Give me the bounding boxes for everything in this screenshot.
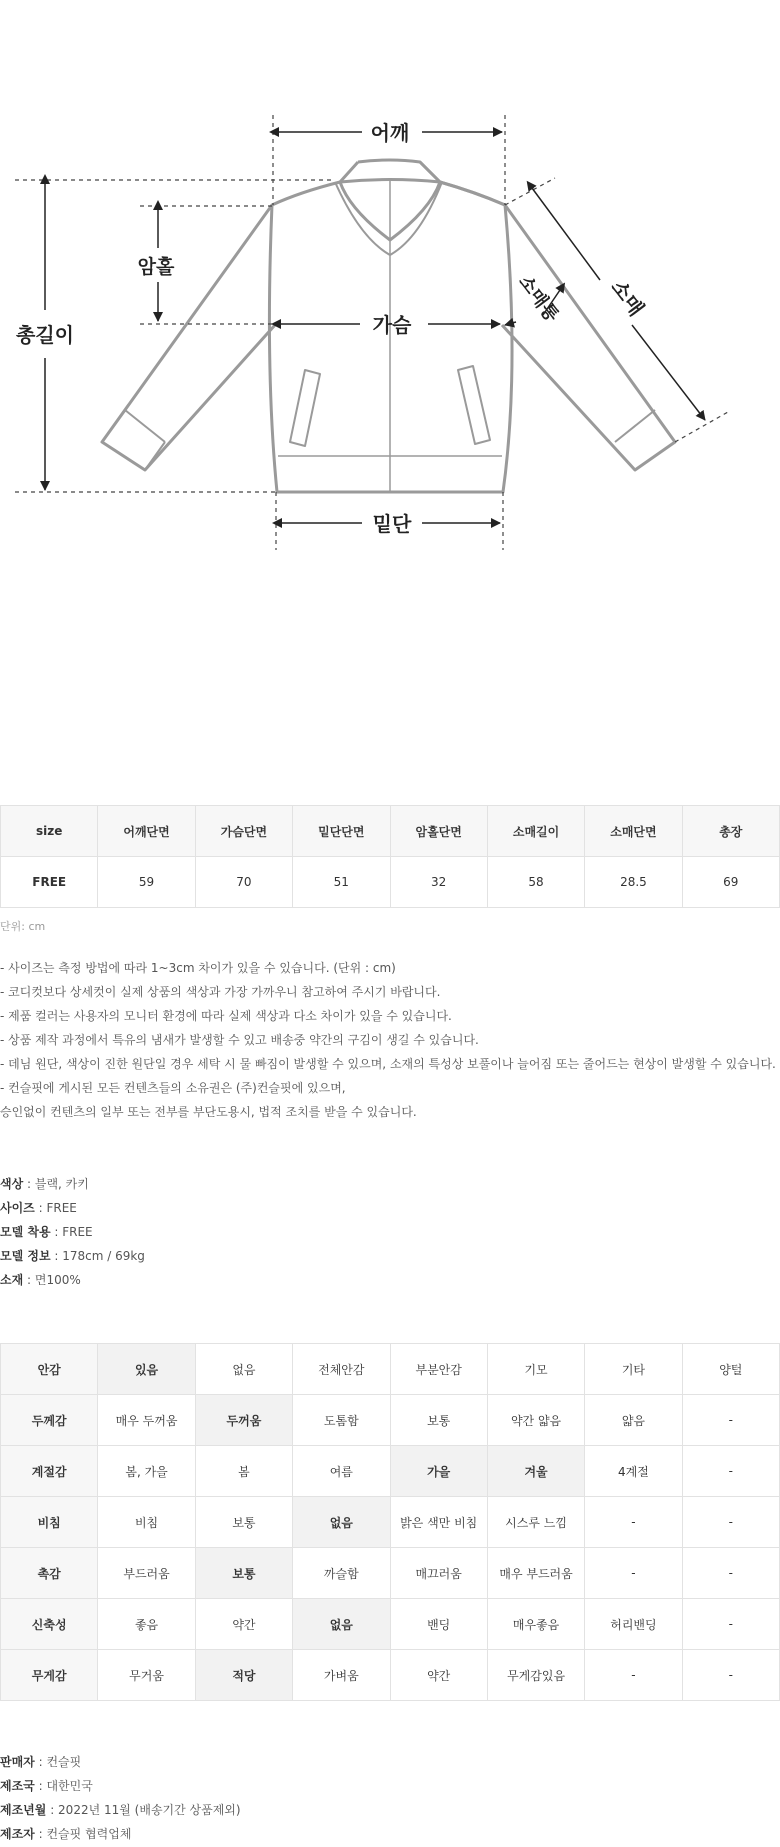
size-cell: 59 bbox=[98, 857, 195, 908]
seller-info-item-label: 제조자 bbox=[0, 1827, 35, 1841]
notice-line: 승인없이 컨텐츠의 일부 또는 전부를 부단도용시, 법적 조치를 받을 수 있습니다. bbox=[0, 1105, 417, 1119]
feature-option: - bbox=[682, 1650, 779, 1701]
size-header-cell: 가슴단면 bbox=[195, 806, 292, 857]
notice-line: - 사이즈는 측정 방법에 따라 1~3cm 차이가 있을 수 있습니다. (단위 : cm) bbox=[0, 961, 396, 975]
notice-line: - 상품 제작 과정에서 특유의 냄새가 발생할 수 있고 배송중 약간의 구김이 생길 수 있습니다. bbox=[0, 1033, 479, 1047]
notice-line: - 컨슬핏에 게시된 모든 컨텐츠들의 소유권은 (주)컨슬핏에 있으며, bbox=[0, 1081, 346, 1095]
feature-option: 좋음 bbox=[98, 1599, 195, 1650]
product-info-item bbox=[0, 1268, 145, 1292]
feature-option: 보통 bbox=[390, 1395, 487, 1446]
size-cell: 28.5 bbox=[585, 857, 682, 908]
feature-name: 비침 bbox=[1, 1497, 98, 1548]
feature-option: 매우좋음 bbox=[487, 1599, 584, 1650]
feature-option: - bbox=[682, 1548, 779, 1599]
feature-name: 안감 bbox=[1, 1344, 98, 1395]
feature-name: 두께감 bbox=[1, 1395, 98, 1446]
size-header-cell: 소매길이 bbox=[487, 806, 584, 857]
feature-option: - bbox=[682, 1395, 779, 1446]
feature-row bbox=[1, 1650, 780, 1701]
label-hem: 밑단 bbox=[372, 512, 412, 536]
feature-option: 두꺼움 bbox=[195, 1395, 292, 1446]
seller-info-item bbox=[0, 1774, 241, 1798]
feature-option: 부드러움 bbox=[98, 1548, 195, 1599]
size-cell: 58 bbox=[487, 857, 584, 908]
seller-info-item-value: : 2022년 11월 (배송기간 상품제외) bbox=[46, 1803, 241, 1817]
feature-option: 없음 bbox=[293, 1497, 390, 1548]
feature-option: 허리밴딩 bbox=[585, 1599, 682, 1650]
feature-row bbox=[1, 1344, 780, 1395]
feature-option: 무거움 bbox=[98, 1650, 195, 1701]
feature-option: 봄 bbox=[195, 1446, 292, 1497]
size-cell: 32 bbox=[390, 857, 487, 908]
product-info-item bbox=[0, 1172, 145, 1196]
feature-option: - bbox=[585, 1548, 682, 1599]
product-info-item-label: 모델 착용 bbox=[0, 1225, 51, 1239]
feature-row bbox=[1, 1446, 780, 1497]
size-cell: 69 bbox=[682, 857, 779, 908]
feature-option: - bbox=[682, 1497, 779, 1548]
feature-row bbox=[1, 1497, 780, 1548]
product-info-item-label: 소재 bbox=[0, 1273, 24, 1287]
seller-info-item-label: 제조국 bbox=[0, 1779, 35, 1793]
feature-option: 얇음 bbox=[585, 1395, 682, 1446]
feature-table bbox=[0, 1343, 780, 1701]
seller-info-item-value: : 컨슬핏 bbox=[34, 1755, 82, 1769]
feature-option: 보통 bbox=[195, 1497, 292, 1548]
size-header-cell: 암홀단면 bbox=[390, 806, 487, 857]
seller-info-item-label: 판매자 bbox=[0, 1755, 35, 1769]
feature-option: 기타 bbox=[585, 1344, 682, 1395]
size-table bbox=[0, 805, 780, 908]
feature-name: 촉감 bbox=[1, 1548, 98, 1599]
product-info-item-label: 모델 정보 bbox=[0, 1249, 51, 1263]
feature-option: 보통 bbox=[195, 1548, 292, 1599]
feature-row bbox=[1, 1395, 780, 1446]
feature-option: 적당 bbox=[195, 1650, 292, 1701]
feature-option: 비침 bbox=[98, 1497, 195, 1548]
seller-info-item-value: : 컨슬핏 협력업체 bbox=[34, 1827, 132, 1841]
size-table-row bbox=[1, 857, 780, 908]
feature-option: - bbox=[682, 1446, 779, 1497]
feature-option: 까슬함 bbox=[293, 1548, 390, 1599]
feature-option: 없음 bbox=[195, 1344, 292, 1395]
seller-info-item bbox=[0, 1750, 241, 1774]
label-shoulder: 어깨 bbox=[370, 121, 410, 145]
size-header-cell: 밑단단면 bbox=[293, 806, 390, 857]
size-header-cell: size bbox=[1, 806, 98, 857]
feature-option: 겨울 bbox=[487, 1446, 584, 1497]
notice-line: - 데님 원단, 색상이 진한 원단일 경우 세탁 시 물 빠짐이 발생할 수 있으며, 소재의 특성상 보풀이나 늘어짐 또는 줄어드는 현상이 발생할 수 있습니다. bbox=[0, 1057, 776, 1071]
product-info-item-value: : FREE bbox=[50, 1225, 93, 1239]
feature-option: 매끄러움 bbox=[390, 1548, 487, 1599]
feature-option: 매우 부드러움 bbox=[487, 1548, 584, 1599]
seller-info-item bbox=[0, 1798, 241, 1822]
size-header-cell: 어깨단면 bbox=[98, 806, 195, 857]
feature-row bbox=[1, 1548, 780, 1599]
feature-option: 봄, 가을 bbox=[98, 1446, 195, 1497]
feature-option: 밝은 색만 비침 bbox=[390, 1497, 487, 1548]
feature-option: - bbox=[682, 1599, 779, 1650]
feature-option: - bbox=[585, 1497, 682, 1548]
feature-option: 가을 bbox=[390, 1446, 487, 1497]
feature-option: 부분안감 bbox=[390, 1344, 487, 1395]
product-info-item bbox=[0, 1244, 145, 1268]
feature-option: 있음 bbox=[98, 1344, 195, 1395]
feature-option: 약간 bbox=[195, 1599, 292, 1650]
size-cell: FREE bbox=[1, 857, 98, 908]
notice-line: - 제품 컬러는 사용자의 모니터 환경에 따라 실제 색상과 다소 차이가 있을 수 있습니다. bbox=[0, 1009, 452, 1023]
feature-option: 전체안감 bbox=[293, 1344, 390, 1395]
label-chest: 가슴 bbox=[372, 313, 412, 337]
size-diagram bbox=[0, 110, 780, 650]
size-header-cell: 총장 bbox=[682, 806, 779, 857]
feature-option: 무게감있음 bbox=[487, 1650, 584, 1701]
feature-option: 매우 두꺼움 bbox=[98, 1395, 195, 1446]
feature-name: 무게감 bbox=[1, 1650, 98, 1701]
feature-option: 약간 bbox=[390, 1650, 487, 1701]
product-info-item-label: 색상 bbox=[0, 1177, 24, 1191]
label-sleeve-width: 소매통 bbox=[514, 271, 563, 326]
feature-name: 계절감 bbox=[1, 1446, 98, 1497]
seller-info-item-label: 제조년월 bbox=[0, 1803, 47, 1817]
feature-option: 없음 bbox=[293, 1599, 390, 1650]
feature-option: 여름 bbox=[293, 1446, 390, 1497]
notice-list bbox=[0, 956, 776, 1124]
product-info-item-label: 사이즈 bbox=[0, 1201, 35, 1215]
size-table-header bbox=[1, 806, 780, 857]
feature-row bbox=[1, 1599, 780, 1650]
feature-option: 양털 bbox=[682, 1344, 779, 1395]
seller-info-item-value: : 대한민국 bbox=[34, 1779, 93, 1793]
product-info-item-value: : 178cm / 69kg bbox=[50, 1249, 145, 1263]
feature-option: 시스루 느낌 bbox=[487, 1497, 584, 1548]
feature-option: - bbox=[585, 1650, 682, 1701]
feature-option: 기모 bbox=[487, 1344, 584, 1395]
size-header-cell: 소매단면 bbox=[585, 806, 682, 857]
feature-name: 신축성 bbox=[1, 1599, 98, 1650]
size-cell: 51 bbox=[293, 857, 390, 908]
feature-option: 밴딩 bbox=[390, 1599, 487, 1650]
product-info-item-value: : 블랙, 카키 bbox=[23, 1177, 89, 1191]
label-total-length: 총길이 bbox=[16, 323, 74, 347]
unit-note: 단위: cm bbox=[0, 920, 46, 933]
product-info-item-value: : 면100% bbox=[23, 1273, 81, 1287]
feature-option: 4계절 bbox=[585, 1446, 682, 1497]
notice-line: - 코디컷보다 상세컷이 실제 상품의 색상과 가장 가까우니 참고하여 주시기 바랍니다. bbox=[0, 985, 441, 999]
product-info-item-value: : FREE bbox=[34, 1201, 77, 1215]
feature-option: 가벼움 bbox=[293, 1650, 390, 1701]
seller-info-item bbox=[0, 1822, 241, 1846]
label-sleeve: 소매 bbox=[606, 275, 649, 321]
size-cell: 70 bbox=[195, 857, 292, 908]
feature-option: 약간 얇음 bbox=[487, 1395, 584, 1446]
seller-info bbox=[0, 1750, 241, 1846]
product-info bbox=[0, 1172, 145, 1292]
feature-option: 도톰함 bbox=[293, 1395, 390, 1446]
product-info-item bbox=[0, 1196, 145, 1220]
product-info-item bbox=[0, 1220, 145, 1244]
label-armhole: 암홀 bbox=[137, 256, 175, 278]
